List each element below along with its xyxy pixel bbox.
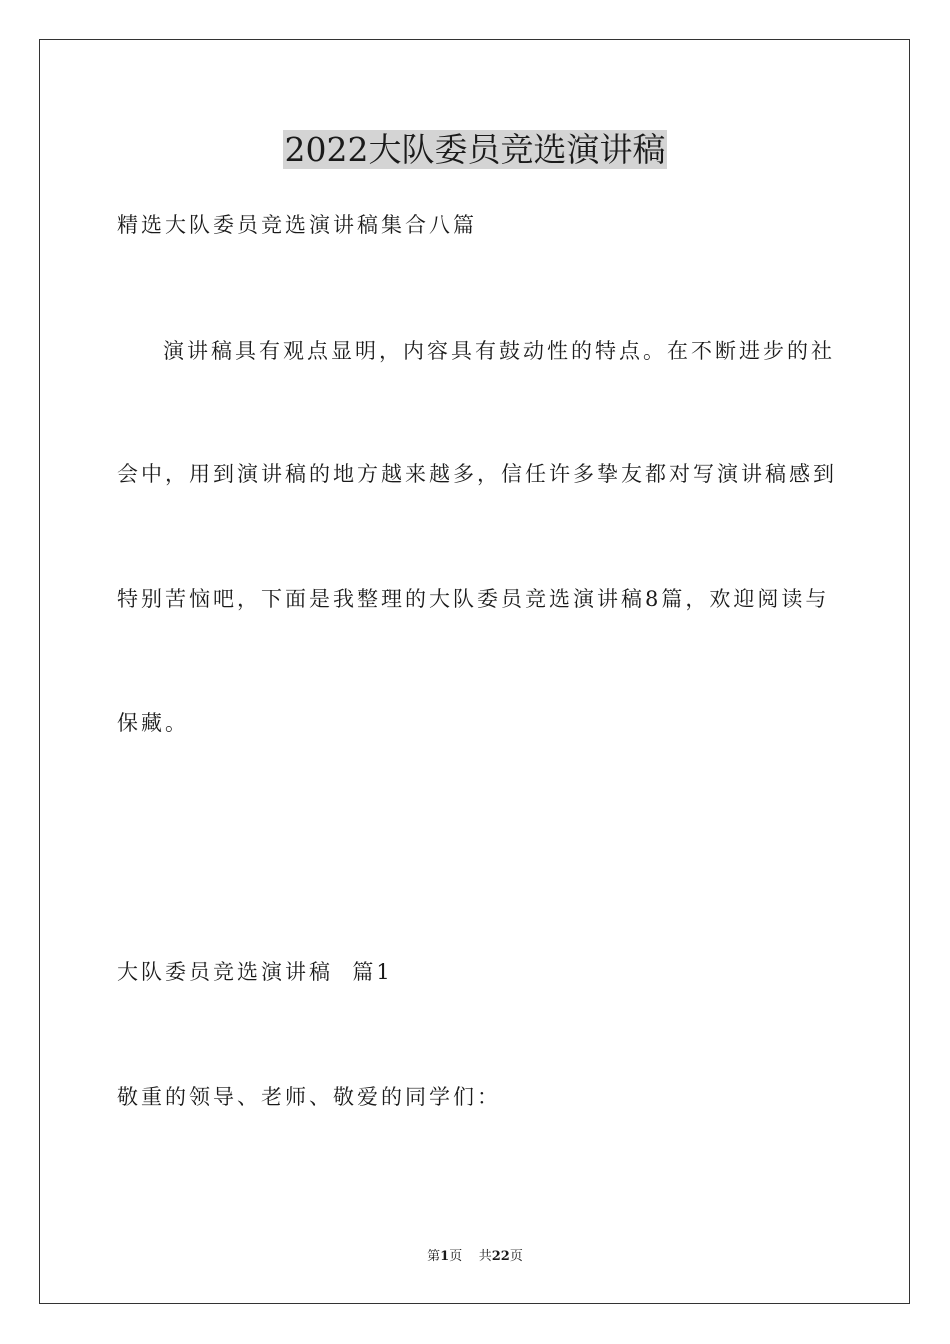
footer-total-suffix: 页 xyxy=(509,1249,523,1264)
salutation: 敬重的领导、老师、敬爱的同学们： xyxy=(117,1085,501,1109)
intro-line-3: 特别苦恼吧，下面是我整理的大队委员竞选演讲稿8篇，欢迎阅读与 xyxy=(117,587,830,611)
document-title-text: 2022大队委员竞选演讲稿 xyxy=(284,130,666,169)
footer-total-prefix: 共 xyxy=(478,1249,492,1264)
intro-line-1: 演讲稿具有观点显明，内容具有鼓动性的特点。在不断进步的社 xyxy=(163,339,835,363)
document-title xyxy=(0,128,950,172)
footer-total-pages: 22 xyxy=(491,1249,510,1264)
footer-page-number: 1 xyxy=(440,1249,450,1264)
footer-page-suffix: 页 xyxy=(449,1249,463,1264)
intro-line-2: 会中，用到演讲稿的地方越来越多，信任许多挚友都对写演讲稿感到 xyxy=(117,462,837,486)
document-subtitle: 精选大队委员竞选演讲稿集合八篇 xyxy=(117,213,477,237)
section-heading: 大队委员竞选演讲稿 篇1 xyxy=(117,960,393,984)
intro-line-4: 保藏。 xyxy=(117,711,189,735)
footer-page-prefix: 第 xyxy=(427,1249,441,1264)
page-footer xyxy=(0,1248,950,1266)
